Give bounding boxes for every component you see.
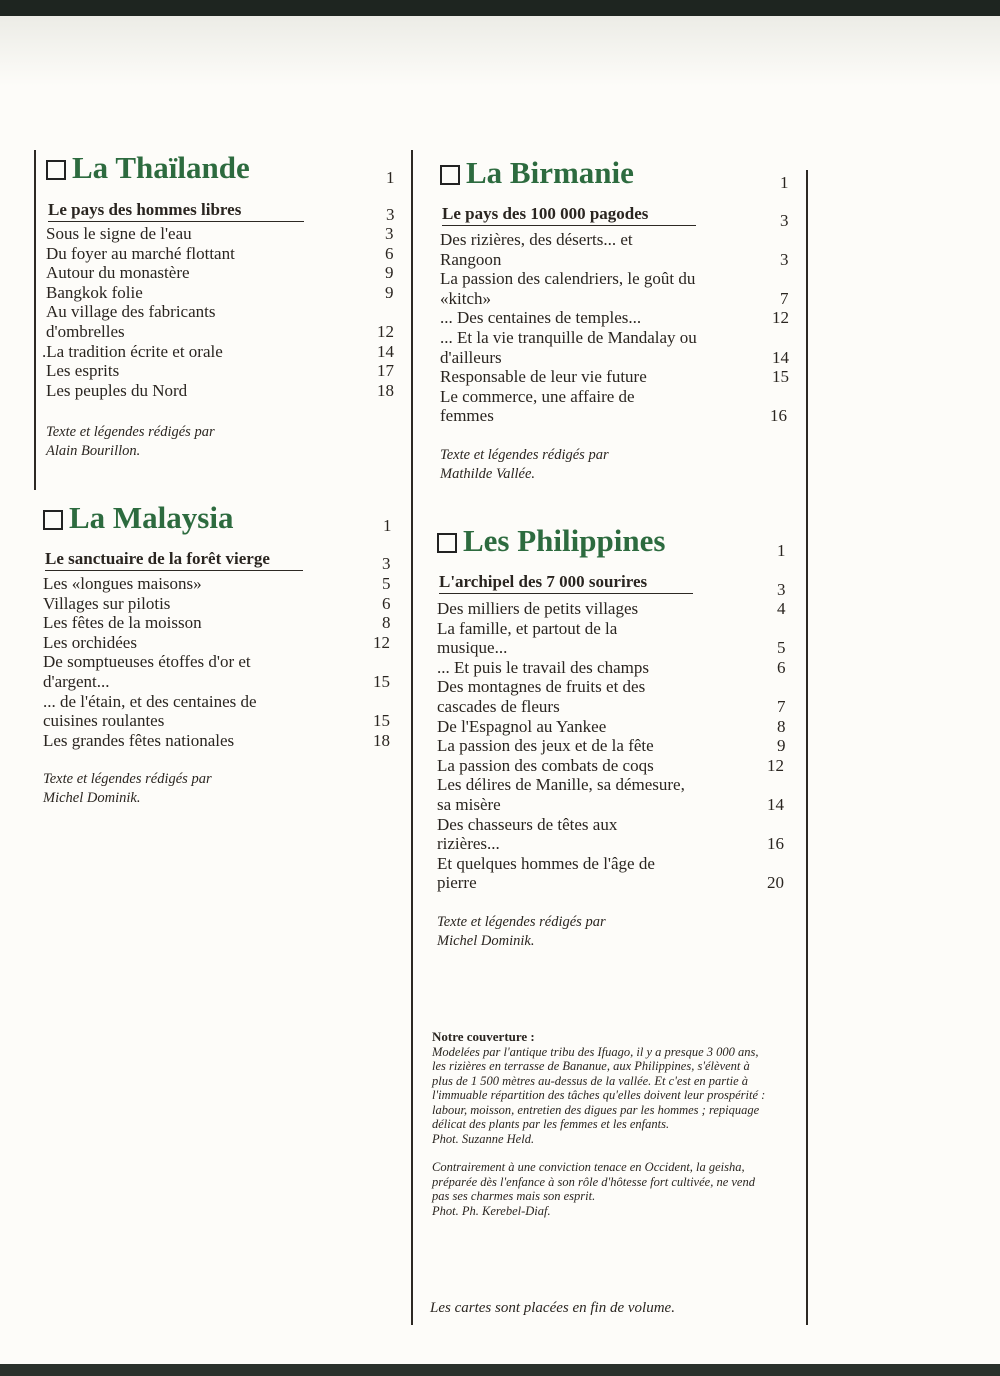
entry-page: 15 [772, 367, 789, 387]
list-item: ... de l'étain, et des centaines de cuisines roulantes 15 [43, 691, 390, 731]
bottom-border-band [0, 1364, 1000, 1376]
cover-note-paragraph: Contrairement à une conviction tenace en Occident, la geisha, préparée dès l'enfance à son rôle d'hôtesse fort cultivée, ne vend pas ses charmes mais son esprit. [432, 1160, 755, 1203]
cover-note [432, 1030, 772, 1218]
list-item: Des montagnes de fruits et des cascades de fleurs 7 [437, 677, 786, 716]
entry-page: 12 [373, 632, 390, 652]
entry-list [43, 574, 403, 750]
section-title-text: La Birmanie [466, 155, 634, 190]
list-item: Le commerce, une affaire de femmes 16 [440, 386, 787, 426]
entry-page: 18 [373, 730, 390, 750]
section-title-page: 1 [780, 173, 789, 192]
author-credit: Texte et légendes rédigés par Michel Dominik. [43, 771, 212, 806]
list-item: ... Et la vie tranquille de Mandalay ou d'ailleurs 14 [440, 327, 789, 367]
list-item: La famille, et partout de la musique... 5 [437, 618, 786, 658]
section-subtitle: Le sanctuaire de la forêt vierge [45, 548, 303, 571]
list-item: Les orchidées 12 [43, 632, 390, 652]
footer-note: Les cartes sont placées en fin de volume. [430, 1300, 675, 1316]
entry-page: 7 [777, 696, 786, 716]
list-item: ... Des centaines de temples... 12 [440, 308, 789, 328]
entry-page: 5 [777, 638, 786, 658]
author-credit: Texte et légendes rédigés par Alain Bourillon. [46, 424, 215, 459]
list-item: Les peuples du Nord 18 [46, 380, 394, 400]
list-item: Bangkok folie 9 [46, 282, 394, 302]
entry-page: 12 [772, 308, 789, 328]
list-item: Autour du monastère 9 [46, 263, 394, 283]
checkbox-square-icon [440, 165, 460, 185]
entry-page: 3 [385, 224, 394, 243]
section-title-text: La Malaysia [69, 500, 234, 535]
entry-page: 12 [377, 321, 394, 341]
list-item: .La tradition écrite et orale 14 [42, 341, 394, 361]
entry-page: 16 [770, 406, 787, 426]
entry-page: 9 [777, 736, 786, 756]
entry-list [42, 224, 406, 400]
list-item: Des chasseurs de têtes aux rizières... 16 [437, 814, 784, 854]
entry-page: 6 [777, 657, 786, 677]
top-shadow [0, 16, 1000, 86]
author-credit: Texte et légendes rédigés par Mathilde Vallée. [440, 447, 609, 482]
cover-note-photo-credit: Phot. Ph. Kerebel-Diaf. [432, 1203, 551, 1218]
entry-list [440, 230, 800, 426]
entry-page: 6 [385, 243, 394, 263]
right-column-rule [806, 170, 808, 1325]
section-title-text: Les Philippines [463, 523, 666, 558]
entry-page: 4 [777, 599, 786, 618]
entry-page: 16 [767, 834, 784, 854]
list-item: Sous le signe de l'eau 3 [46, 224, 394, 243]
list-item: Et quelques hommes de l'âge de pierre 20 [437, 853, 784, 893]
entry-page: 12 [767, 755, 784, 775]
cover-note-photo-credit: Phot. Suzanne Held. [432, 1131, 535, 1146]
section-subtitle-page: 3 [780, 211, 789, 230]
section-title-text: La Thaïlande [72, 150, 250, 185]
entry-page: 5 [382, 574, 391, 593]
left-column-rule [34, 150, 36, 490]
list-item: Les grandes fêtes nationales 18 [43, 730, 390, 750]
cover-note-title: Notre couverture : [432, 1029, 535, 1044]
cover-note-paragraph: Modelées par l'antique tribu des Ifuago, il y a presque 3 000 ans, les rizières en terrasse de Bananue, aux Philippines, s'élèvent à plus de 1 500 mètres au-dessus de la vallée. Et c'est en partie à l'immuable répartition des tâches qu'elles doivent leur prospérité : labour, moisson, entretien des digues par les hommes ; repiquage délicat des plants par les femmes et les enfants. [432, 1044, 766, 1131]
list-item: De l'Espagnol au Yankee 8 [437, 716, 786, 736]
entry-list [437, 599, 797, 893]
entry-page: 15 [373, 711, 390, 731]
entry-page: 7 [780, 288, 789, 308]
entry-page: 18 [377, 380, 394, 400]
entry-page: 20 [767, 873, 784, 893]
section-subtitle-page: 3 [382, 554, 391, 573]
list-item: Du foyer au marché flottant 6 [46, 243, 394, 263]
top-border-band [0, 0, 1000, 16]
list-item: La passion des combats de coqs 12 [437, 755, 784, 775]
section-title [46, 150, 250, 186]
checkbox-square-icon [46, 160, 66, 180]
section-subtitle: Le pays des 100 000 pagodes [442, 203, 696, 226]
list-item: Les fêtes de la moisson 8 [43, 613, 391, 633]
entry-page: 14 [772, 347, 789, 367]
section-title-page: 1 [383, 516, 392, 535]
list-item: Les délires de Manille, sa démesure, sa misère 14 [437, 775, 784, 814]
section-subtitle: L'archipel des 7 000 sourires [439, 571, 693, 594]
entry-page: 14 [377, 341, 394, 361]
section-subtitle-page: 3 [777, 580, 786, 599]
entry-page: 8 [382, 613, 391, 633]
list-item: Les esprits 17 [46, 361, 394, 381]
list-item: La passion des jeux et de la fête 9 [437, 736, 786, 756]
section-title [440, 155, 634, 191]
entry-page: 3 [780, 249, 789, 269]
center-column-rule [411, 150, 413, 1325]
list-item: De somptueuses étoffes d'or et d'argent... 15 [43, 652, 390, 691]
entry-page: 9 [385, 282, 394, 302]
list-item: Au village des fabricants d'ombrelles 12 [46, 302, 394, 341]
list-item: Responsable de leur vie future 15 [440, 367, 789, 387]
list-item: ... Et puis le travail des champs 6 [437, 657, 786, 677]
section-title [437, 523, 665, 559]
list-item: Des rizières, des déserts... et Rangoon 3 [440, 230, 789, 269]
section-subtitle-page: 3 [386, 205, 395, 224]
entry-page: 9 [385, 263, 394, 283]
entry-page: 15 [373, 671, 390, 691]
list-item: Villages sur pilotis 6 [43, 593, 391, 613]
section-subtitle: Le pays des hommes libres [48, 199, 304, 222]
entry-page: 6 [382, 593, 391, 613]
list-item: La passion des calendriers, le goût du «kitch» 7 [440, 269, 789, 308]
section-title [43, 500, 233, 536]
section-title-page: 1 [386, 168, 395, 187]
entry-page: 14 [767, 794, 784, 814]
section-title-page: 1 [777, 541, 786, 560]
checkbox-square-icon [437, 533, 457, 553]
checkbox-square-icon [43, 510, 63, 530]
entry-page: 17 [377, 361, 394, 381]
entry-page: 8 [777, 716, 786, 736]
list-item: Des milliers de petits villages 4 [437, 599, 786, 618]
author-credit: Texte et légendes rédigés par Michel Dominik. [437, 914, 606, 949]
list-item: Les «longues maisons» 5 [43, 574, 391, 593]
